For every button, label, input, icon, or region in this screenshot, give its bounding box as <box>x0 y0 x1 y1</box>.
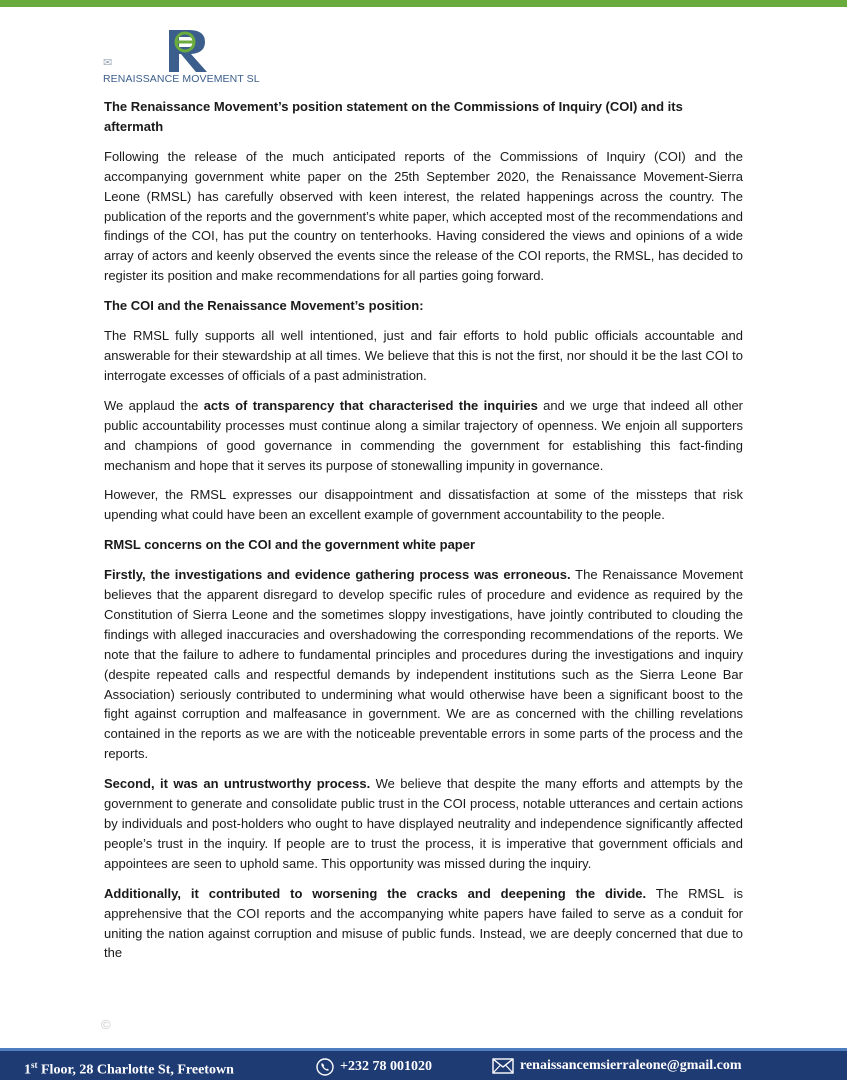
footer-floor-suffix: st <box>31 1060 38 1070</box>
footer-bar <box>0 1048 847 1080</box>
page-watermark-icon: © <box>101 1017 111 1032</box>
envelope-icon <box>492 1058 514 1074</box>
footer-floor-number: 1 <box>24 1062 31 1078</box>
footer-address-text: Floor, 28 Charlotte St, Freetown <box>37 1062 234 1078</box>
section-heading-concerns: RMSL concerns on the COI and the government white paper <box>104 537 476 553</box>
top-accent-bar <box>0 0 847 7</box>
paragraph-second <box>104 774 743 874</box>
document-body <box>104 97 743 973</box>
p3-text-a: We applaud the <box>104 397 204 413</box>
paragraph-intro: Following the release of the much anticipated reports of the Commissions of Inquiry (COI) and the accompanying government white paper on the 25th September 2020, the Renaissance Movement-Sierra Leone (RMSL) has carefully observed with keen interest, the related happenings across the country. The publication of the reports and the government’s white paper, which accepted most of the recommendations and findings of the COI, has put the country on tenterhooks. Having considered the views and opinions of a wide array of actors and keenly observed the events since the release of the COI reports, the RMSL, has decided to register its position and make recommendations for all parties going forward. <box>104 148 743 284</box>
logo <box>103 26 303 88</box>
footer-email[interactable] <box>492 1058 742 1074</box>
p3-text-c: and we urge that indeed all other public accountability processes must continue along a similar trajectory of openness. We enjoin all supporters and champions of good governance in commending the government for establishing this fact-finding mechanism and hope that it serves its purpose of stonewalling impunity in governance. <box>104 397 744 473</box>
phone-icon <box>316 1058 334 1076</box>
section-heading-position: The COI and the Renaissance Movement’s position: <box>104 298 424 314</box>
document-title: The Renaissance Movement’s position statement on the Commissions of Inquiry (COI) and its aftermath <box>104 99 683 134</box>
logo-mark-icon <box>163 26 213 74</box>
p6-text-bold: Second, it was an untrustworthy process. <box>104 776 371 792</box>
logo-org-name: RENAISSANCE MOVEMENT SL <box>103 73 260 85</box>
envelope-watermark-icon: ✉ <box>103 57 113 69</box>
p7-text: The RMSL is apprehensive that the COI reports and the accompanying white papers have failed to serve as a conduit for uniting the nation against corruption and misuse of public funds. Instead, we are deeply concerned that due to the <box>104 885 743 961</box>
p7-text-bold: Additionally, it contributed to worsening the cracks and deepening the divide. <box>104 885 647 901</box>
footer-address <box>24 1060 234 1079</box>
paragraph-applaud <box>104 396 743 476</box>
footer-phone[interactable] <box>316 1058 432 1076</box>
p5-text-bold: Firstly, the investigations and evidence gathering process was erroneous. <box>104 567 571 583</box>
p6-text: We believe that despite the many efforts and attempts by the government to generate and consolidate public trust in the COI process, notable utterances and certain actions by individuals and post-holders who ought to have displayed neutrality and independence significantly affected people’s trust in the inquiry. If people are to trust the process, it is imperative that government officials and appointees are seen to uphold same. This opportunity was missed during the inquiry. <box>104 776 743 871</box>
p5-text: The Renaissance Movement believes that the apparent disregard to develop specific rules of procedure and evidence as required by the Constitution of Sierra Leone and the sometimes sloppy investigations, have jointly contributed to clouding the findings with alleged inaccuracies and overshadowing the corresponding recommendations of the reports. We note that the failure to adhere to fundamental principles and procedures during the investigations and inquiry (despite repeated calls and respectful demands by independent institutions such as the Sierra Leone Bar Association) seriously contributed to undermining what would otherwise have been a significant boost to the fight against corruption and malfeasance in government. We are as concerned with the chilling revelations contained in the reports as we are with the noticeable preventable errors in some parts of the process and the reports. <box>104 567 743 762</box>
footer-email-text: renaissancemsierraleone@gmail.com <box>520 1058 742 1073</box>
footer-phone-text: +232 78 001020 <box>340 1059 432 1074</box>
paragraph-additionally <box>104 884 743 964</box>
p3-text-bold: acts of transparency that characterised the inquiries <box>203 397 538 413</box>
paragraph-support: The RMSL fully supports all well intentioned, just and fair efforts to hold public officials accountable and answerable for their stewardship at all times. We believe that this is not the first, nor should it be the last COI to interrogate excesses of officials of a past administration. <box>104 328 743 383</box>
paragraph-disappointment: However, the RMSL expresses our disappointment and dissatisfaction at some of the missteps that risk upending what could have been an excellent example of government accountability to the people. <box>104 487 743 523</box>
paragraph-firstly <box>104 565 743 764</box>
